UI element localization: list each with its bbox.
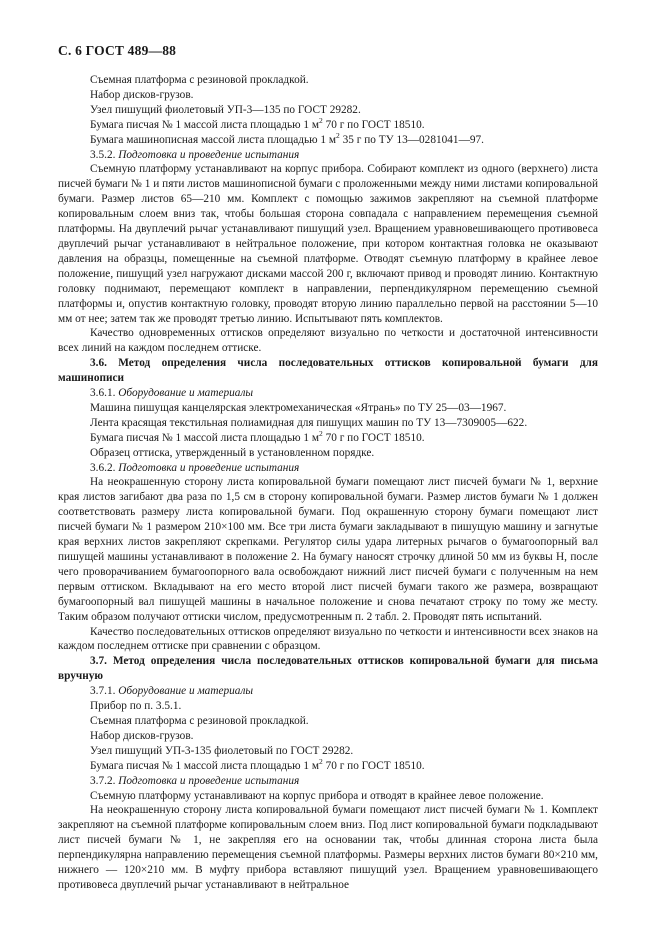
list-line: Набор дисков-грузов. bbox=[90, 729, 194, 742]
list-line: Лента красящая текстильная полиамидная для пишущих машин по ТУ 13—7309005—622. bbox=[90, 416, 528, 429]
document-body bbox=[58, 73, 598, 893]
section-heading: 3.7. Метод определения числа последовательных оттисков копировальной бумаги для письма вручную bbox=[58, 655, 598, 683]
subsection-heading bbox=[90, 684, 598, 699]
subsection-title: Оборудование и материалы bbox=[118, 387, 254, 400]
list-line: Бумага машинописная массой листа площадью 1 $м^2$ 35 г по ТУ 13—0281041—97. bbox=[90, 130, 484, 146]
list-line: Съемная платформа с резиновой прокладкой. bbox=[90, 714, 309, 727]
list-line: Набор дисков-грузов. bbox=[90, 88, 194, 101]
list-line: Съемная платформа с резиновой прокладкой. bbox=[90, 74, 309, 86]
superscript: 2 bbox=[336, 130, 340, 140]
subsection-number: 3.7.2. bbox=[90, 774, 119, 787]
subsection-heading bbox=[90, 386, 598, 401]
list-line: Бумага писчая № 1 массой листа площадью 1 $м^2$ 70 г по ГОСТ 18510. bbox=[90, 428, 425, 444]
list-line: Бумага писчая № 1 массой листа площадью 1 $м^2$ 70 г по ГОСТ 18510. bbox=[90, 756, 425, 772]
list-line: Образец оттиска, утвержденный в установленном порядке. bbox=[90, 446, 375, 459]
paragraph: На неокрашенную сторону листа копировальной бумаги помещают лист писчей бумаги № 1, верхние края листов загибают два раза по 1,5 см в сторону копировальной бумаги. Размер листов бумаги № 1 должен соответствовать размеру листа копировальной бумаги. Под окрашенную сторону бумаги помещают лист писчей бумаги № 1 размером 210×100 мм. Все три листа бумаги закладывают в пишущую машину и загнутые края верхних листов закрепляют скрепками. Регулятор силы удара литерных рычагов о бумагоопорный вал пишущей машины устанавливают в положение 2. На бумагу наносят строчку длиной 50 мм из буквы Н, после чего проворачиванием бумагоопорного вала освобождают нижний лист писчей бумаги с полученным на нем первым оттиском. Вкладывают на его место второй лист писчей бумаги такого же размера, возвращают бумагоопорный вал пишущей машины в начальное положение и снова печатают строку по тому же месту. Таким образом получают оттиски числом, предусмотренным п. 2 табл. 2. Проводят пять испытаний. bbox=[58, 476, 598, 623]
subsection-title: Подготовка и проведение испытания bbox=[118, 148, 300, 161]
superscript: 2 bbox=[319, 428, 323, 438]
paragraph: На неокрашенную сторону листа копировальной бумаги помещают лист писчей бумаги № 1. Комплект закрепляют на съемной платформе копировальным слоем вниз. Под лист копировальной бумаги подкладывают лист писчей бумаги № 1, не закрепляя его на основании так, чтобы длинная сторона листа была перпендикулярна направлению перемещения съемной платформы. Размеры верхних листов бумаги 80×210 мм, нижнего — 120×210 мм. В муфту прибора вставляют пишущий узел. Вращением уравновешивающего противовеса двуплечий рычаг устанавливают в нейтральное bbox=[58, 804, 598, 891]
paragraph: Качество последовательных оттисков определяют визуально по четкости и интенсивности всех знаков на каждом последнем оттиске при сравнении с образцом. bbox=[58, 625, 598, 653]
list-line: Узел пишущий фиолетовый УП-3—135 по ГОСТ 29282. bbox=[90, 103, 361, 116]
list-line: Съемную платформу устанавливают на корпус прибора и отводят в крайнее левое положение. bbox=[90, 789, 544, 802]
subsection-heading bbox=[90, 774, 598, 789]
superscript: 2 bbox=[319, 756, 323, 766]
list-line: Узел пишущий УП-3-135 фиолетовый по ГОСТ 29282. bbox=[90, 744, 354, 757]
subsection-number: 3.5.2. bbox=[90, 148, 119, 161]
list-line: Машина пишущая канцелярская электромеханическая «Ятрань» по ТУ 25—03—1967. bbox=[90, 401, 507, 414]
subsection-heading bbox=[90, 148, 598, 163]
subsection-title: Оборудование и материалы bbox=[118, 685, 254, 698]
page-header: С. 6 ГОСТ 489—88 bbox=[58, 43, 177, 58]
section-heading: 3.6. Метод определения числа последовательных оттисков копировальной бумаги для машинописи bbox=[58, 357, 598, 385]
subsection-number: 3.6.1. bbox=[90, 387, 119, 400]
subsection-number: 3.6.2. bbox=[90, 461, 119, 474]
paragraph: Качество одновременных оттисков определяют визуально по четкости и достаточной интенсивности всех линий на каждом последнем оттиске. bbox=[58, 327, 598, 355]
list-line: Бумага писчая № 1 массой листа площадью 1 $м^2$ 70 г по ГОСТ 18510. bbox=[90, 115, 425, 131]
list-line: Прибор по п. 3.5.1. bbox=[90, 700, 182, 713]
subsection-title: Подготовка и проведение испытания bbox=[118, 461, 300, 474]
subsection-number: 3.7.1. bbox=[90, 685, 119, 698]
paragraph: Съемную платформу устанавливают на корпус прибора. Собирают комплект из одного (верхнего) листа писчей бумаги № 1 и пяти листов машинописной бумаги с проложенными между ними листами копировальной бумаги. Размер листов 65—210 мм. Комплект с помощью зажимов закрепляют на съемной платформе копировальным слоем вниз так, чтобы большая сторона совпадала с направлением перемещения съемной платформы. На двуплечий рычаг устанавливают пишущий узел. Вращением уравновешивающего противовеса двуплечий рычаг устанавливают в нейтральное положение, при котором контактная головка не оказывают давления на образцы, помещенные на съемной платформе. Отводят съемную платформу в крайнее левое положение, пишущий узел нагружают дисками массой 200 г, включают привод и проводят линию. Контактную головку поднимают, перемещают комплект в направлении, перпендикулярном перемещению съемной платформы и, опустив контактную головку, проводят вторую линию параллельно первой на расстоянии 5—10 мм от нее; затем так же проводят третью линию. Испытывают пять комплектов. bbox=[58, 163, 598, 325]
superscript: 2 bbox=[319, 115, 323, 125]
subsection-heading bbox=[90, 461, 598, 476]
subsection-title: Подготовка и проведение испытания bbox=[118, 774, 300, 787]
